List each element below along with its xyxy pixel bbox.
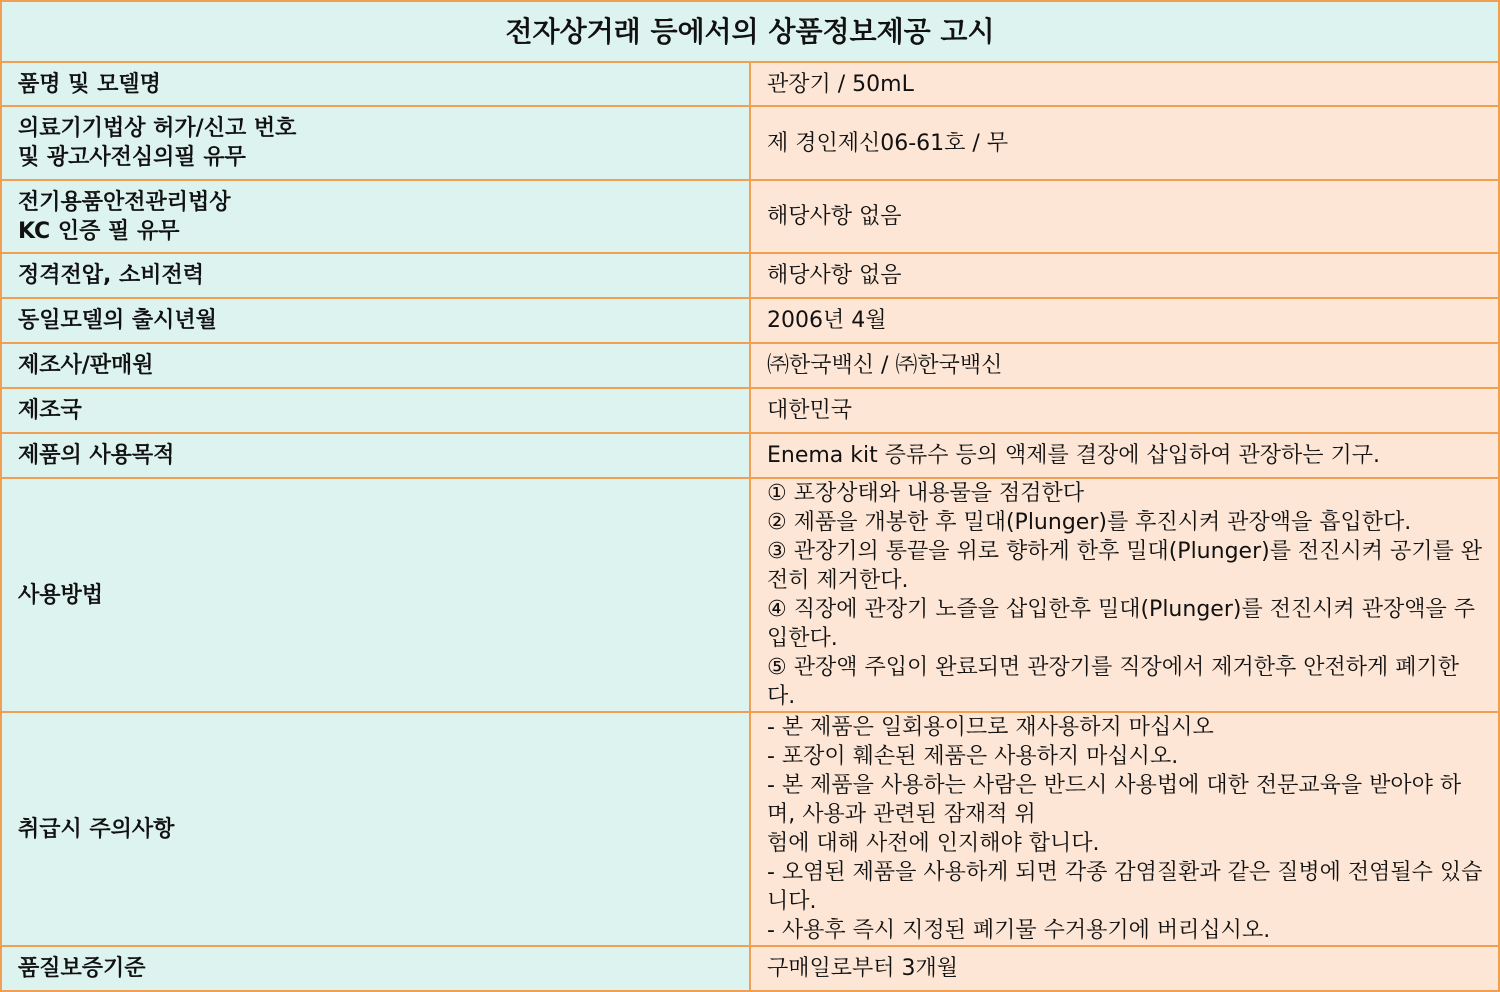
row-label bbox=[1, 712, 750, 946]
label-line: 전기용품안전관리법상 bbox=[18, 189, 231, 215]
table-row bbox=[1, 946, 1499, 991]
table-row bbox=[1, 62, 1499, 106]
row-label bbox=[1, 478, 750, 712]
value-line: 구매일로부터 3개월 bbox=[767, 956, 959, 981]
row-label bbox=[1, 433, 750, 478]
table-row bbox=[1, 106, 1499, 180]
row-label bbox=[1, 62, 750, 106]
label-line: KC 인증 필 유무 bbox=[18, 218, 180, 244]
value-line: - 사용후 즉시 지정된 폐기물 수거용기에 버리십시오. bbox=[767, 918, 1271, 943]
row-value bbox=[750, 253, 1499, 298]
value-line: 대한민국 bbox=[767, 398, 853, 423]
value-line: ① 포장상태와 내용물을 점검한다 bbox=[767, 481, 1084, 506]
value-line: 제 경인제신06-61호 / 무 bbox=[767, 130, 1009, 156]
row-value bbox=[750, 433, 1499, 478]
row-value bbox=[750, 712, 1499, 946]
info-rows bbox=[1, 62, 1499, 991]
value-line: 해당사항 없음 bbox=[767, 263, 902, 288]
value-line: - 포장이 훼손된 제품은 사용하지 마십시오. bbox=[767, 744, 1179, 769]
label-line: 제조사/판매원 bbox=[18, 353, 154, 378]
value-line: 관장기 / 50mL bbox=[767, 71, 914, 97]
row-label bbox=[1, 343, 750, 388]
row-value bbox=[750, 388, 1499, 433]
label-line: 품질보증기준 bbox=[18, 956, 146, 981]
row-label bbox=[1, 388, 750, 433]
row-value bbox=[750, 946, 1499, 991]
label-line: 취급시 주의사항 bbox=[18, 816, 175, 842]
table-row bbox=[1, 388, 1499, 433]
value-line: - 본 제품을 사용하는 사람은 반드시 사용법에 대한 전문교육을 받아야 하며, 사용과 관련된 잠재적 위 bbox=[767, 773, 1462, 827]
table-row bbox=[1, 712, 1499, 946]
table-row bbox=[1, 433, 1499, 478]
row-label bbox=[1, 298, 750, 343]
label-line: 및 광고사전심의필 유무 bbox=[18, 145, 246, 170]
row-value bbox=[750, 62, 1499, 106]
row-value bbox=[750, 106, 1499, 180]
table-row bbox=[1, 180, 1499, 253]
value-line: ⑤ 관장액 주입이 완료되면 관장기를 직장에서 제거한후 안전하게 폐기한다. bbox=[767, 655, 1459, 709]
row-value bbox=[750, 180, 1499, 253]
label-line: 정격전압, 소비전력 bbox=[18, 263, 205, 288]
table-row bbox=[1, 253, 1499, 298]
value-line: 2006년 4월 bbox=[767, 308, 887, 333]
label-line: 의료기기법상 허가/신고 번호 bbox=[18, 116, 297, 141]
table-row bbox=[1, 343, 1499, 388]
value-line: Enema kit 증류수 등의 액제를 결장에 삽입하여 관장하는 기구. bbox=[767, 443, 1381, 468]
row-value bbox=[750, 478, 1499, 712]
title-row bbox=[1, 1, 1499, 62]
label-line: 품명 및 모델명 bbox=[18, 71, 161, 97]
row-value bbox=[750, 343, 1499, 388]
row-label bbox=[1, 180, 750, 253]
label-line: 제조국 bbox=[18, 398, 82, 423]
row-label bbox=[1, 106, 750, 180]
table-row bbox=[1, 298, 1499, 343]
row-value bbox=[750, 298, 1499, 343]
value-line: 험에 대해 사전에 인지해야 합니다. bbox=[767, 831, 1100, 856]
value-line: - 본 제품은 일회용이므로 재사용하지 마십시오 bbox=[767, 715, 1214, 740]
value-line: ③ 관장기의 통끝을 위로 향하게 한후 밀대(Plunger)를 전진시켜 공기를 완전히 제거한다. bbox=[767, 539, 1482, 593]
row-label bbox=[1, 946, 750, 991]
value-line: 해당사항 없음 bbox=[767, 204, 902, 229]
value-line: ② 제품을 개봉한 후 밀대(Plunger)를 후진시켜 관장액을 흡입한다. bbox=[767, 510, 1412, 535]
label-line: 사용방법 bbox=[18, 582, 104, 608]
label-line: 제품의 사용목적 bbox=[18, 443, 175, 468]
table-row bbox=[1, 478, 1499, 712]
row-label bbox=[1, 253, 750, 298]
table-title: 전자상거래 등에서의 상품정보제공 고시 bbox=[1, 1, 1499, 62]
label-line: 동일모델의 출시년월 bbox=[18, 308, 217, 333]
value-line: - 오염된 제품을 사용하게 되면 각종 감염질환과 같은 질병에 전염될수 있습니다. bbox=[767, 860, 1483, 914]
value-line: ④ 직장에 관장기 노즐을 삽입한후 밀대(Plunger)를 전진시켜 관장액을 주입한다. bbox=[767, 597, 1475, 651]
value-line: ㈜한국백신 / ㈜한국백신 bbox=[767, 353, 1003, 378]
